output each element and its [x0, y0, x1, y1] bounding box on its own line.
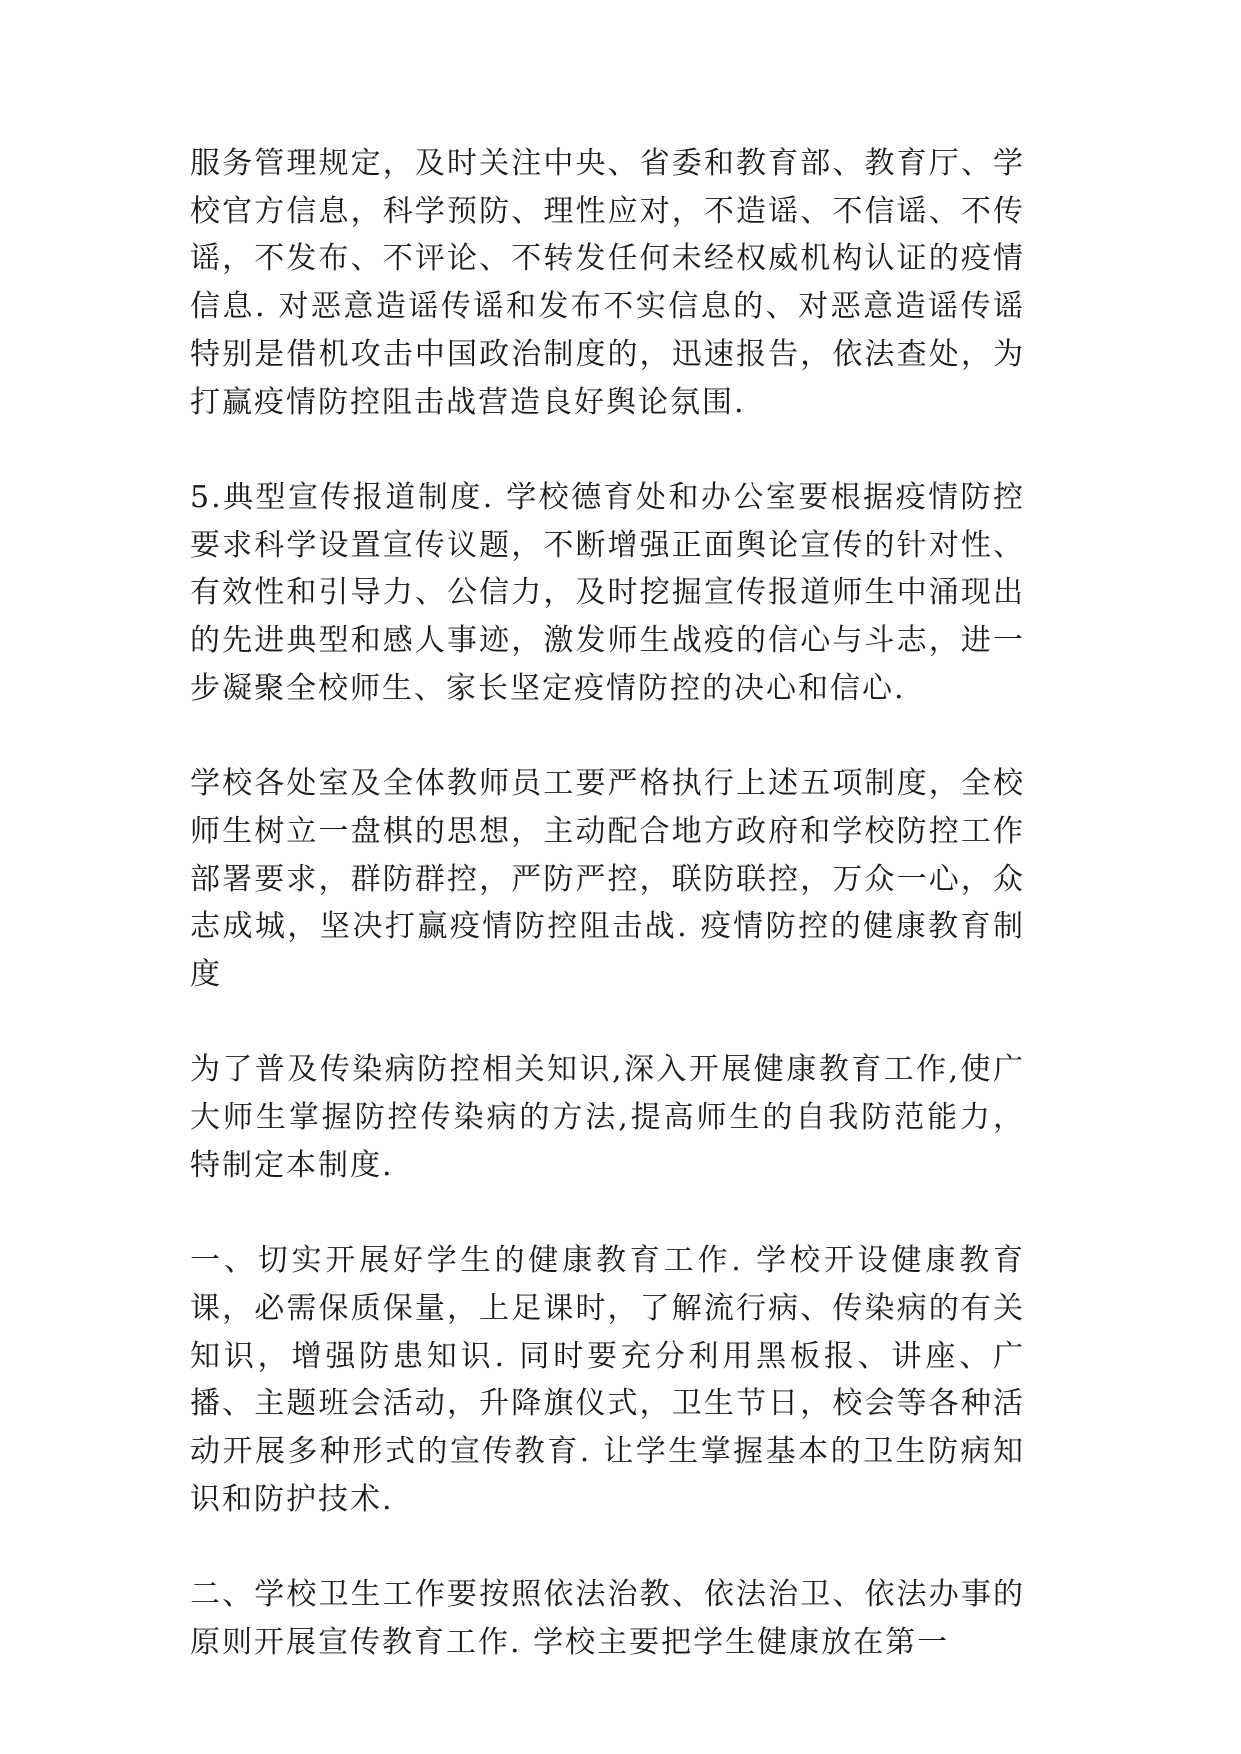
paragraph-item-two: 二、学校卫生工作要按照依法治教、依法治卫、依法办事的原则开展宣传教育工作. 学校主要把学生健康放在第一: [190, 1577, 1025, 1660]
paragraph-typical-publicity: 5.典型宣传报道制度. 学校德育处和办公室要根据疫情防控要求科学设置宣传议题，不断增强正面舆论宣传的针对性、有效性和引导力、公信力，及时挖掘宣传报道师生中涌现出的先进典型和感人事迹，激发师生战疫的信心与斗志，进一步凝聚全校师生、家长坚定疫情防控的决心和信心.: [190, 479, 1025, 706]
paragraph-rumor-management: 服务管理规定，及时关注中央、省委和教育部、教育厅、学校官方信息，科学预防、理性应对，不造谣、不信谣、不传谣，不发布、不评论、不转发任何未经权威机构认证的疫情信息. 对恶意造谣传谣和发布不实信息的、对恶意造谣传谣特别是借机攻击中国政治制度的，迅速报告，依法查处，为打赢疫情防控阻击战营造良好舆论氛围.: [190, 146, 1025, 420]
document-body: [190, 140, 1025, 1666]
paragraph-item-one: 一、切实开展好学生的健康教育工作. 学校开设健康教育课，必需保质保量，上足课时，了解流行病、传染病的有关知识，增强防患知识. 同时要充分利用黑板报、讲座、广播、主题班会活动，升降旗仪式，卫生节日，校会等各种活动开展多种形式的宣传教育. 让学生掌握基本的卫生防病知识和防护技术.: [190, 1243, 1025, 1517]
paragraph-implementation: 学校各处室及全体教师员工要严格执行上述五项制度，全校师生树立一盘棋的思想，主动配合地方政府和学校防控工作部署要求，群防群控，严防严控，联防联控，万众一心，众志成城，坚决打赢疫情防控阻击战. 疫情防控的健康教育制度: [190, 766, 1025, 992]
paragraph-health-education-purpose: 为了普及传染病防控相关知识,深入开展健康教育工作,使广大师生掌握防控传染病的方法,提高师生的自我防范能力，特制定本制度.: [190, 1052, 1025, 1183]
